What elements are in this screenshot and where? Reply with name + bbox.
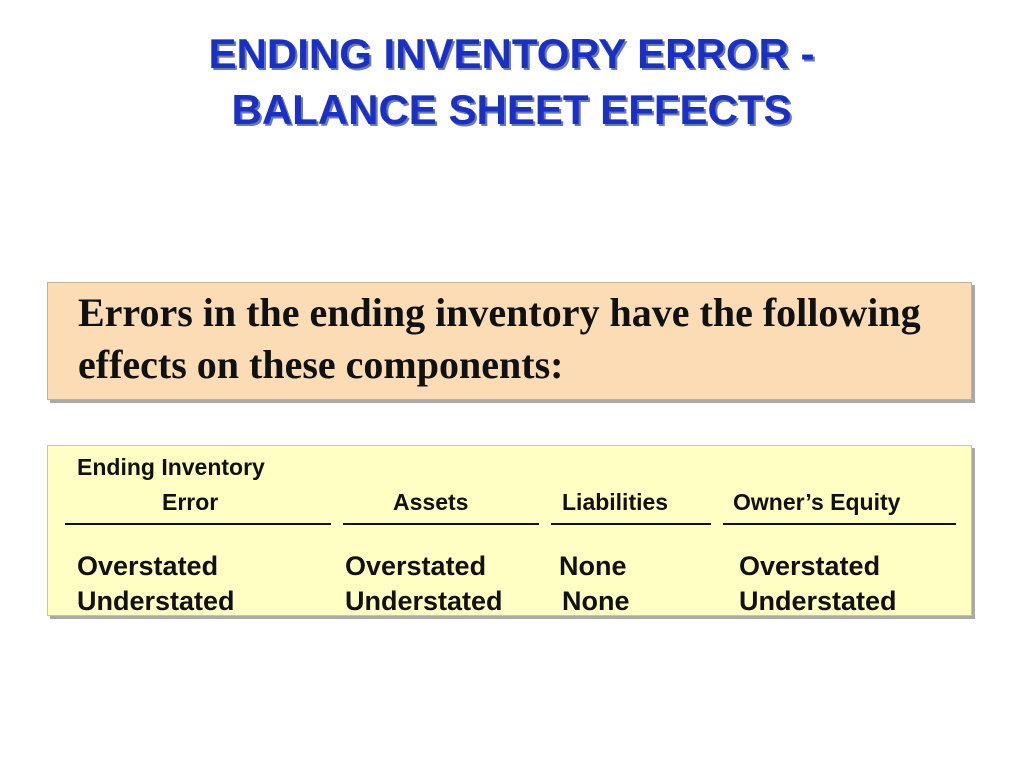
row-2-error: Understated [77,586,235,616]
row-1-error: Overstated [77,551,219,581]
header-owners-equity: Owner’s Equity [733,489,901,515]
header-rule-liabilities [551,523,711,525]
slide-title [0,26,1023,138]
header-liabilities: Liabilities [562,489,669,515]
row-2-owners-equity: Understated [739,586,897,616]
slide-title-line-1: ENDING INVENTORY ERROR - [208,30,815,77]
slide-title-line-2: BALANCE SHEET EFFECTS [231,86,792,133]
row-1-owners-equity: Overstated [739,551,881,581]
header-assets: Assets [393,489,469,515]
header-ending-inventory-line-1: Ending Inventory [77,454,265,480]
row-2-liabilities: None [562,586,630,616]
header-rule-error [65,523,331,525]
effects-table [47,445,972,616]
intro-box [47,282,972,400]
row-2-assets: Understated [345,586,503,616]
header-rule-owners-equity [723,523,956,525]
header-ending-inventory-line-2: Error [162,489,219,515]
intro-text: Errors in the ending inventory have the following effects on these components: [78,290,921,387]
header-rule-assets [343,523,539,525]
row-1-liabilities: None [559,551,627,581]
row-1-assets: Overstated [345,551,487,581]
